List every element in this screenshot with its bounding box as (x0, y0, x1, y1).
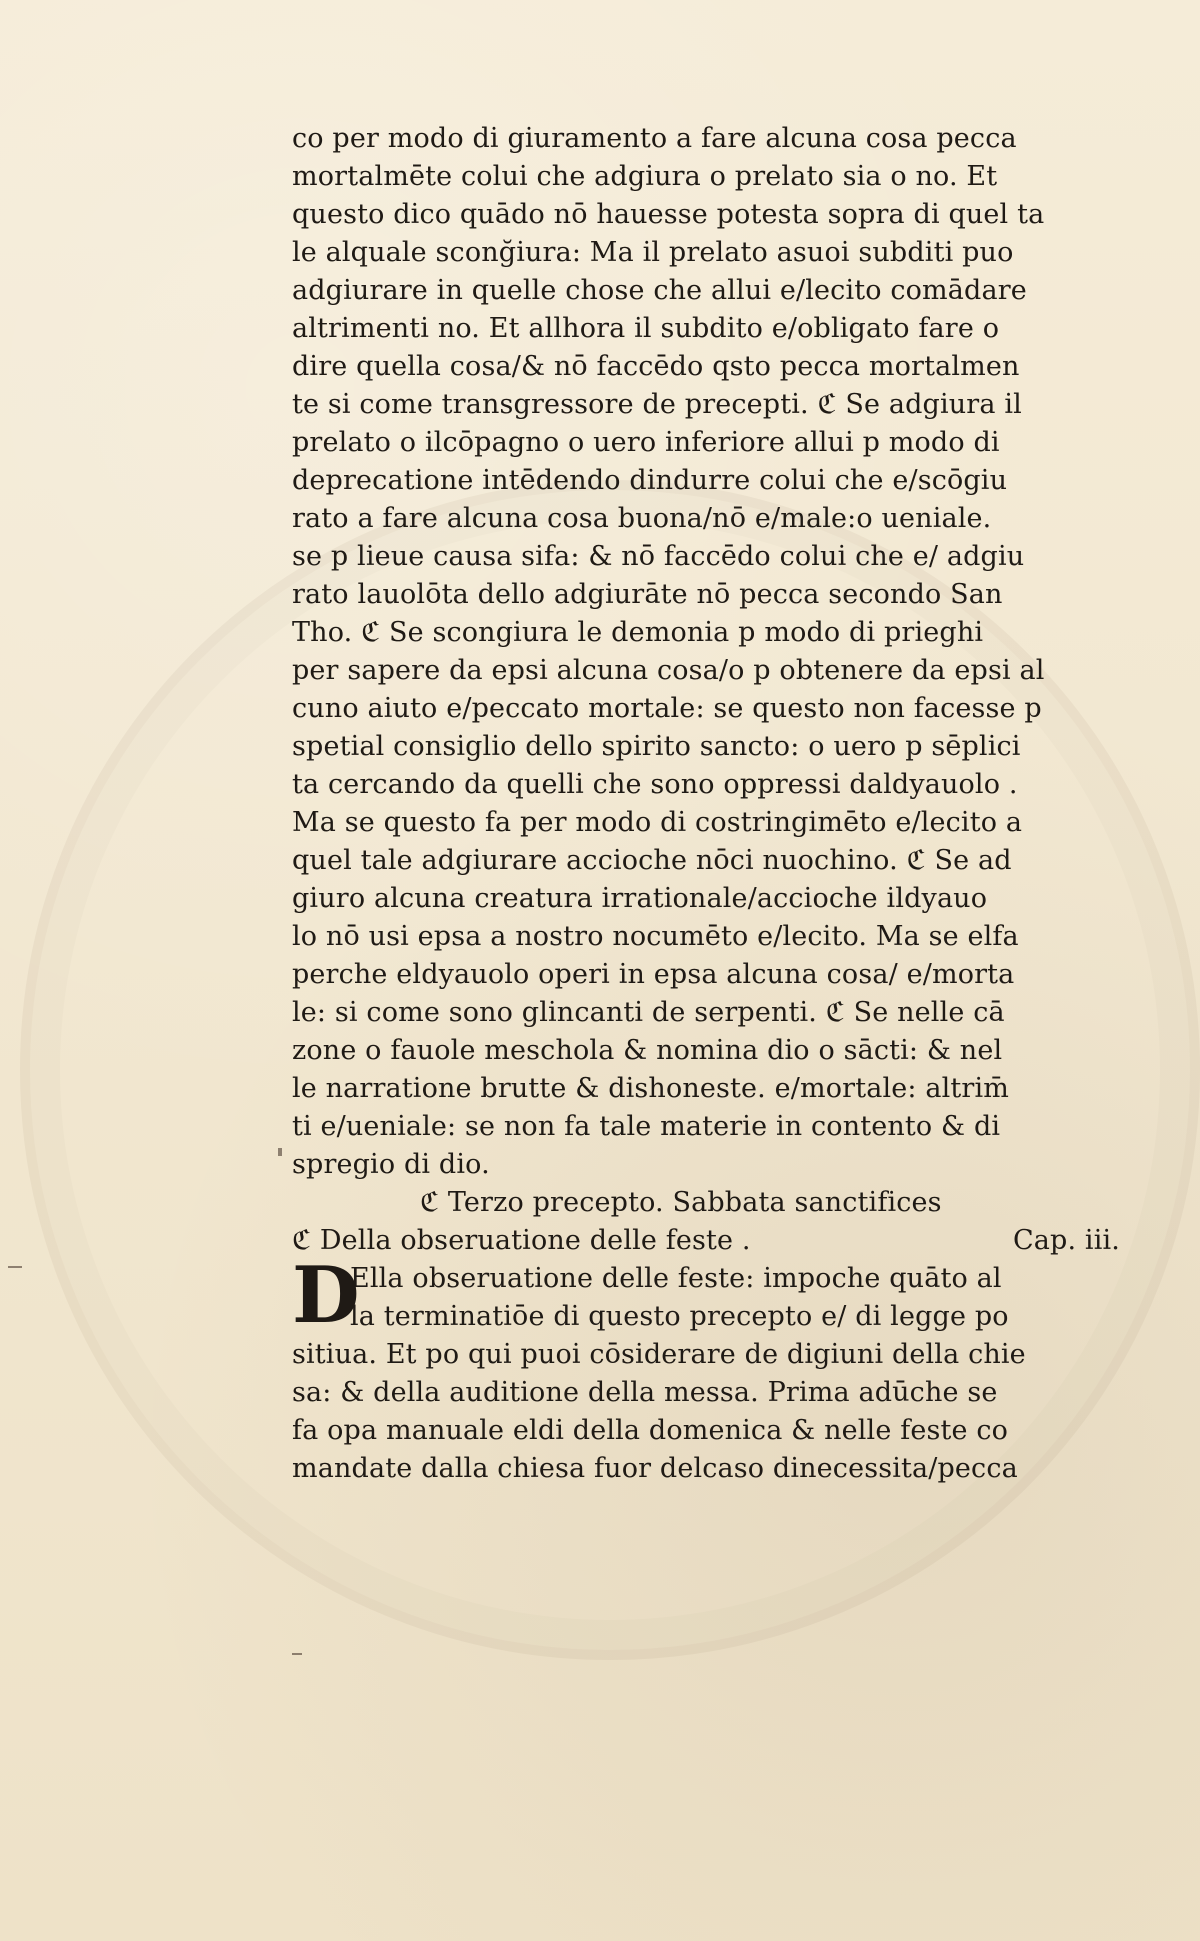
text-line: giuro alcuna creatura irrationale/accioche ildyauo (292, 883, 988, 914)
text-line: Tho. ℭ Se scongiura le demonia p modo di prieghi (292, 617, 984, 648)
text-line: zone o fauole meschola & nomina dio o sācti: & nel (292, 1035, 1003, 1066)
text-line: cuno aiuto e/peccato mortale: se questo non facesse p (292, 693, 1042, 724)
text-line: altrimenti no. Et allhora il subdito e/obligato fare o (292, 313, 1000, 344)
text-line: ti e/ueniale: se non fa tale materie in contento & di (292, 1111, 1001, 1142)
text-line: spregio di dio. (292, 1149, 490, 1180)
text-line: dire quella cosa/& nō faccēdo qsto pecca mortalmen (292, 351, 1020, 382)
text-line: se p lieue causa sifa: & nō faccēdo colui che e/ adgiu (292, 541, 1025, 572)
text-line: Ella obseruatione delle feste: impoche quāto al (350, 1263, 1002, 1294)
dropcap-text (350, 1260, 1124, 1336)
margin-mark-left-3 (292, 1653, 302, 1655)
text-line: sa: & della auditione della messa. Prima adūche se (292, 1377, 998, 1408)
text-line: te si come transgressore de precepti. ℭ Se adgiura il (292, 389, 1022, 420)
text-line: le alquale sconğiura: Ma il prelato asuoi subditi puo (292, 237, 1014, 268)
text-block (292, 120, 1124, 1488)
text-line: lo nō usi epsa a nostro nocumēto e/lecito. Ma se elfa (292, 921, 1019, 952)
text-line: Ma se questo fa per modo di costringimēto e/lecito a (292, 807, 1023, 838)
text-line: per sapere da epsi alcuna cosa/o p obtenere da epsi al (292, 655, 1045, 686)
dropcap-letter: D (292, 1250, 360, 1341)
text-line: adgiurare in quelle chose che allui e/lecito comādare (292, 275, 1027, 306)
chapter-title-row (292, 1222, 1124, 1260)
text-line: mortalmēte colui che adgiura o prelato sia o no. Et (292, 161, 998, 192)
text-line: le narratione brutte & dishoneste. e/mortale: altrim̄ (292, 1073, 1009, 1104)
text-line: prelato o ilcōpagno o uero inferiore allui p modo di (292, 427, 1000, 458)
text-line: questo dico quādo nō hauesse potesta sopra di quel ta (292, 199, 1045, 230)
text-line: rato a fare alcuna cosa buona/nō e/male:o ueniale. (292, 503, 992, 534)
text-line: quel tale adgiurare accioche nōci nuochino. ℭ Se ad (292, 845, 1012, 876)
chapter-number: Cap. iii. (1012, 1225, 1120, 1256)
margin-mark-left-2 (8, 1266, 22, 1268)
chapter-title: ℭ Della obseruatione delle feste . (292, 1225, 751, 1256)
text-line: spetial consiglio dello spirito sancto: o uero p sēplici (292, 731, 1021, 762)
dropcap-paragraph (292, 1250, 1124, 1341)
text-line: le: si come sono glincanti de serpenti. ℭ Se nelle cā (292, 997, 1005, 1028)
text-line: ta cercando da quelli che sono oppressi daldyauolo . (292, 769, 1018, 800)
text-line: la terminatiōe di questo precepto e/ di legge po (350, 1301, 1009, 1332)
section-heading: ℭ Terzo precepto. Sabbata sanctifices (420, 1187, 942, 1218)
text-line: deprecatione intēdendo dindurre colui che e/scōgiu (292, 465, 1008, 496)
text-line: rato lauolōta dello adgiurāte nō pecca secondo San (292, 579, 1003, 610)
text-line: fa opa manuale eldi della domenica & nelle feste co (292, 1415, 1009, 1446)
text-line: mandate dalla chiesa fuor delcaso dinecessita/pecca (292, 1453, 1018, 1484)
text-line: co per modo di giuramento a fare alcuna cosa pecca (292, 123, 1017, 154)
text-line: perche eldyauolo operi in epsa alcuna cosa/ e/morta (292, 959, 1015, 990)
text-line: sitiua. Et po qui puoi cōsiderare de digiuni della chie (292, 1339, 1026, 1370)
margin-mark-left-1 (278, 1148, 282, 1156)
